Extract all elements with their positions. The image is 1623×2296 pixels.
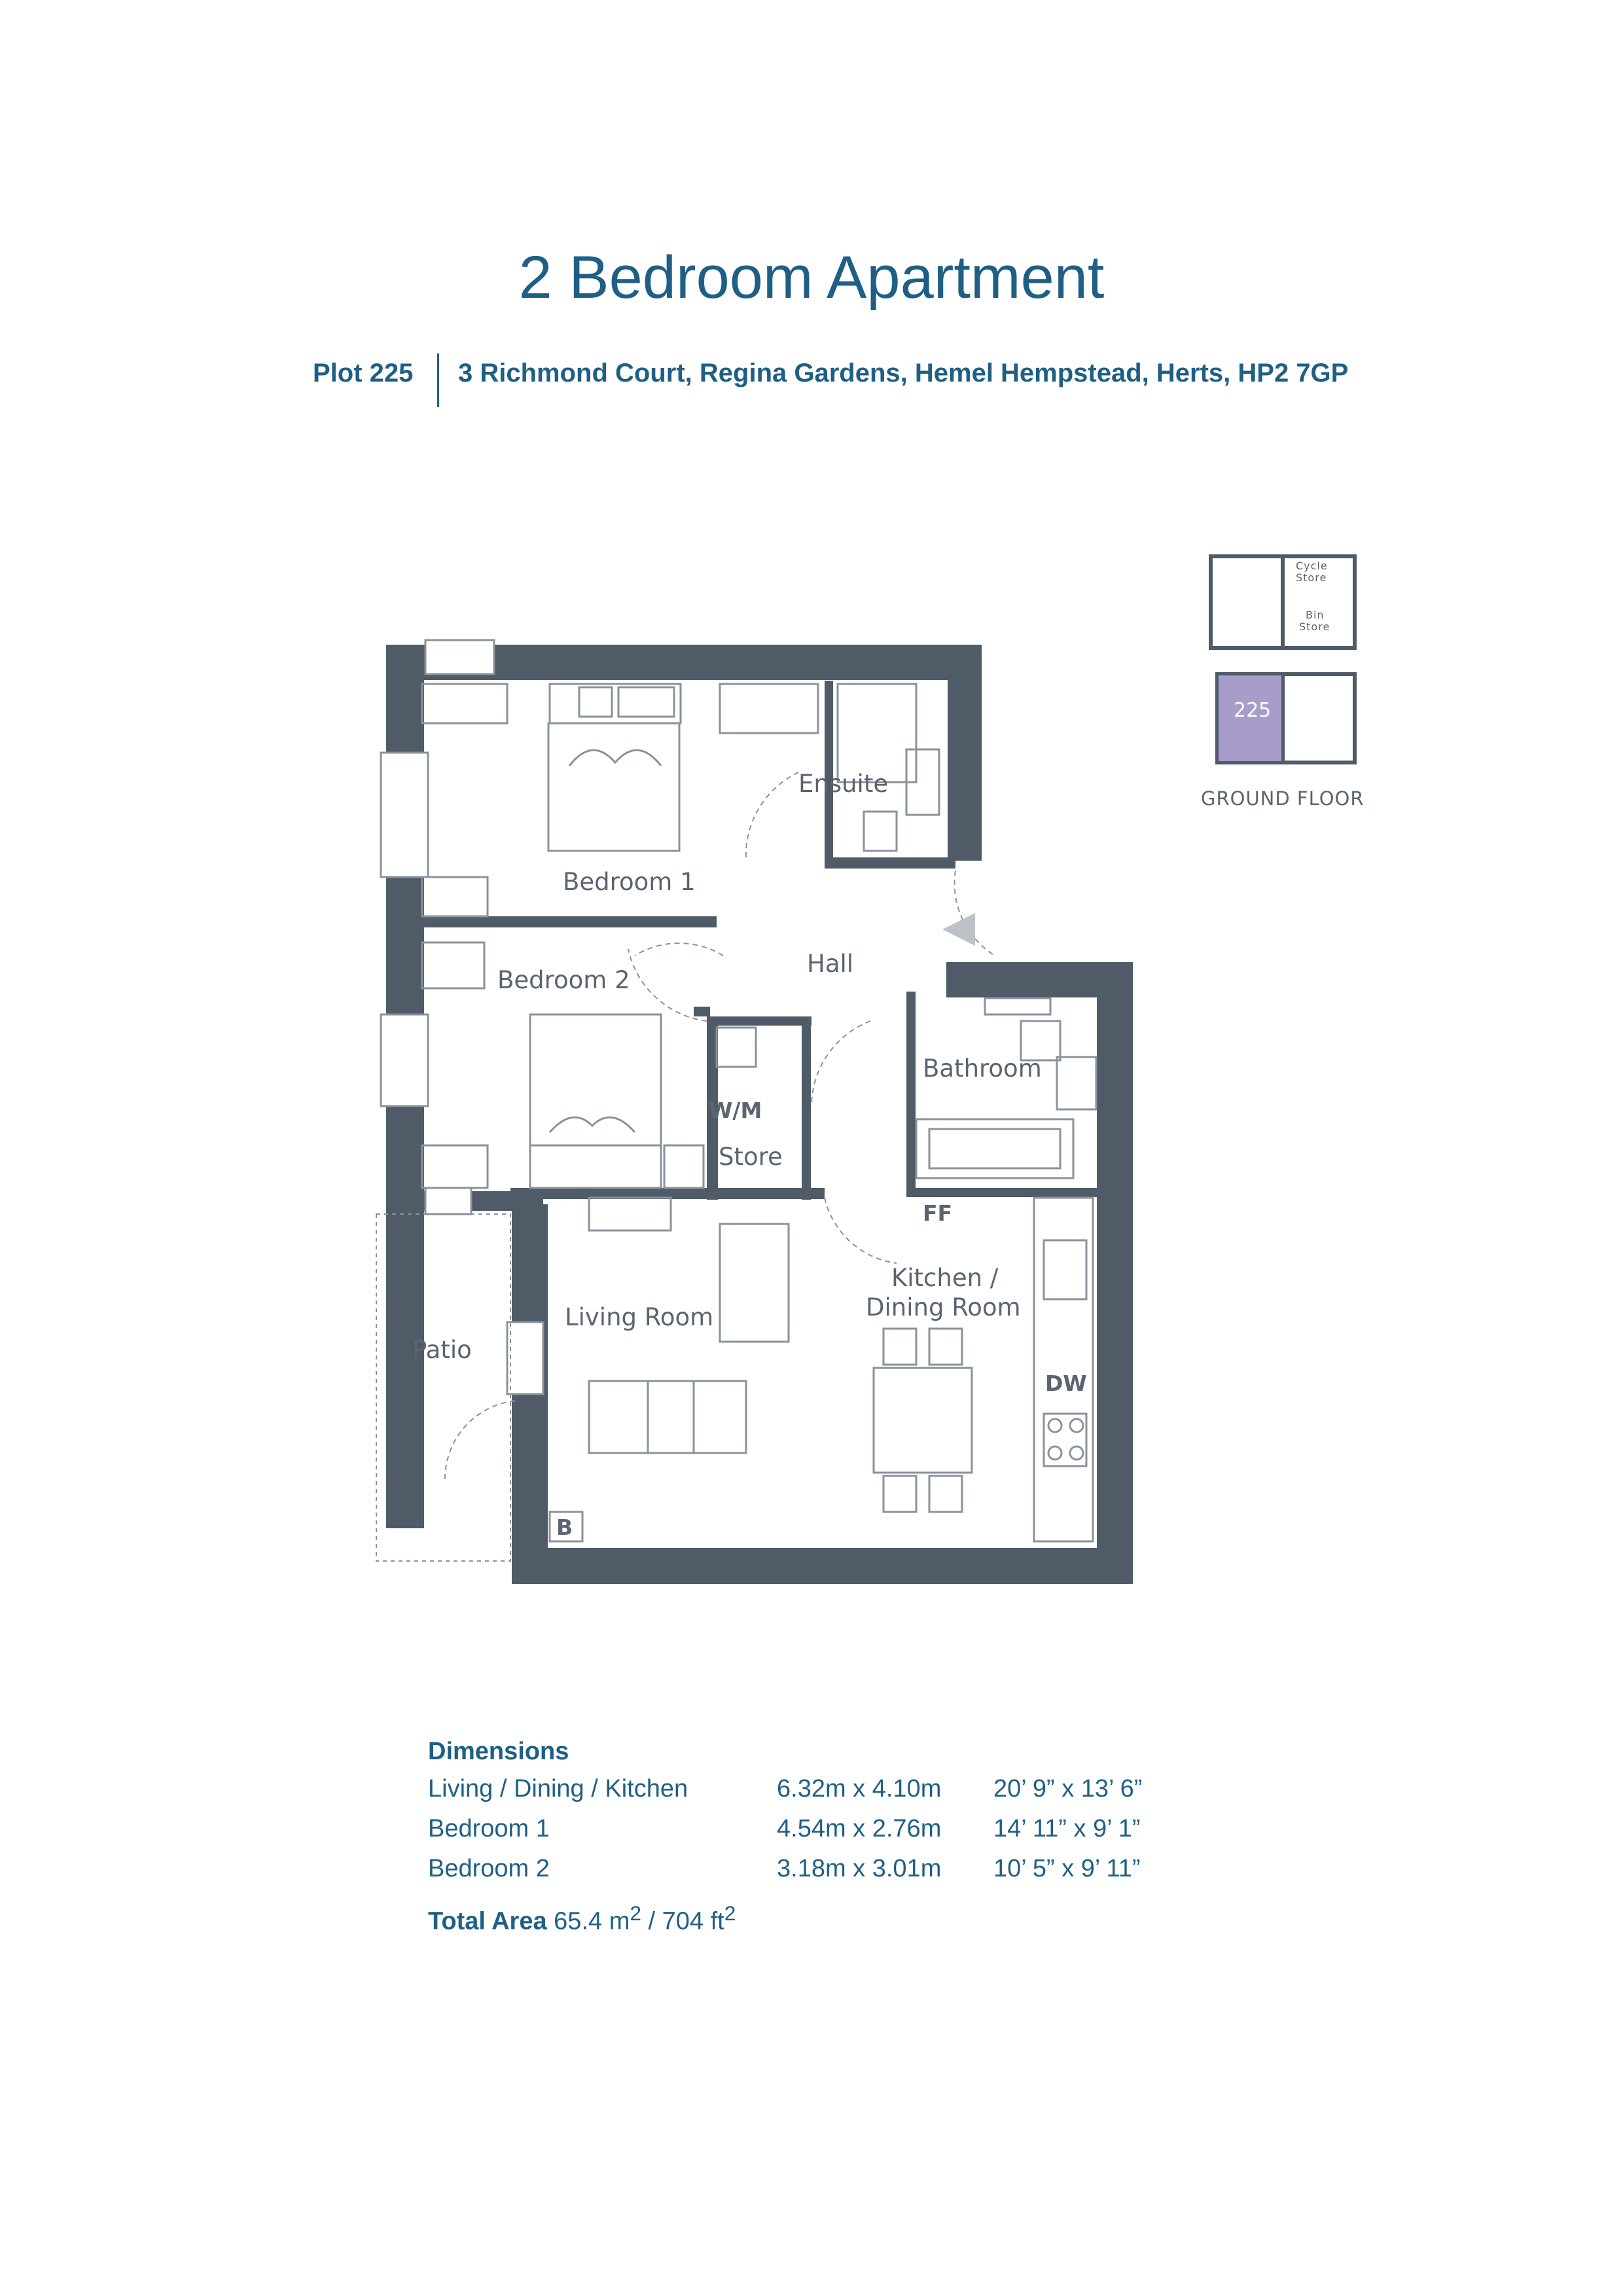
label-boiler: B [556, 1515, 573, 1540]
room-label-kitchen-line2: Dining Room [866, 1293, 1021, 1321]
room-label-hall: Hall [807, 950, 854, 978]
label-dishwasher: DW [1045, 1371, 1087, 1396]
dimension-metric: 3.18m x 3.01m [777, 1855, 942, 1882]
total-area-imperial: / 704 ft [641, 1907, 724, 1935]
dimension-imperial: 14’ 11” x 9’ 1” [993, 1815, 1141, 1842]
room-label-ensuite: Ensuite [798, 770, 889, 798]
key-plan-cycle-1: Cycle [1296, 560, 1328, 572]
dimension-row [428, 1775, 1279, 1815]
key-plan [1201, 556, 1364, 810]
room-label-kitchen-line1: Kitchen / [891, 1264, 999, 1292]
key-plan-cycle-2: Store [1296, 571, 1327, 584]
label-washing-machine: W/M [709, 1098, 762, 1123]
dimension-imperial: 10’ 5” x 9’ 11” [993, 1855, 1141, 1882]
dimension-row [428, 1855, 1279, 1895]
area-label-patio: Patio [412, 1336, 472, 1364]
key-plan-bin-2: Store [1299, 620, 1330, 633]
room-label-bathroom: Bathroom [923, 1054, 1042, 1083]
key-plan-plot: 225 [1234, 699, 1272, 722]
total-area-label: Total Area [428, 1907, 547, 1935]
dimension-room: Bedroom 2 [428, 1855, 550, 1882]
key-plan-floor-label: GROUND FLOOR [1201, 787, 1364, 810]
page-title: 2 Bedroom Apartment [518, 244, 1105, 311]
plot-number: Plot 225 [313, 359, 414, 387]
entrance-arrow [942, 913, 975, 946]
total-area [428, 1901, 1279, 1936]
address: 3 Richmond Court, Regina Gardens, Hemel Hempstead, Herts, HP2 7GP [458, 359, 1349, 387]
dimension-metric: 4.54m x 2.76m [777, 1815, 942, 1842]
room-label-bedroom-1: Bedroom 1 [563, 868, 696, 896]
room-label-store: Store [719, 1143, 783, 1171]
superscript: 2 [630, 1901, 641, 1925]
dimension-imperial: 20’ 9” x 13’ 6” [993, 1775, 1143, 1803]
dimensions-table [428, 1738, 1279, 1936]
dimension-row [428, 1815, 1279, 1855]
room-label-living-room: Living Room [565, 1303, 714, 1331]
room-label-bedroom-2: Bedroom 2 [497, 966, 630, 994]
dimensions-heading: Dimensions [428, 1738, 569, 1765]
superscript: 2 [724, 1901, 736, 1925]
label-fridge-freezer: FF [923, 1200, 953, 1226]
dimension-metric: 6.32m x 4.10m [777, 1775, 942, 1803]
dimension-room: Living / Dining / Kitchen [428, 1775, 688, 1803]
key-plan-bin-1: Bin [1306, 609, 1325, 621]
total-area-metric: 65.4 m [554, 1907, 630, 1935]
dimension-room: Bedroom 1 [428, 1815, 550, 1842]
